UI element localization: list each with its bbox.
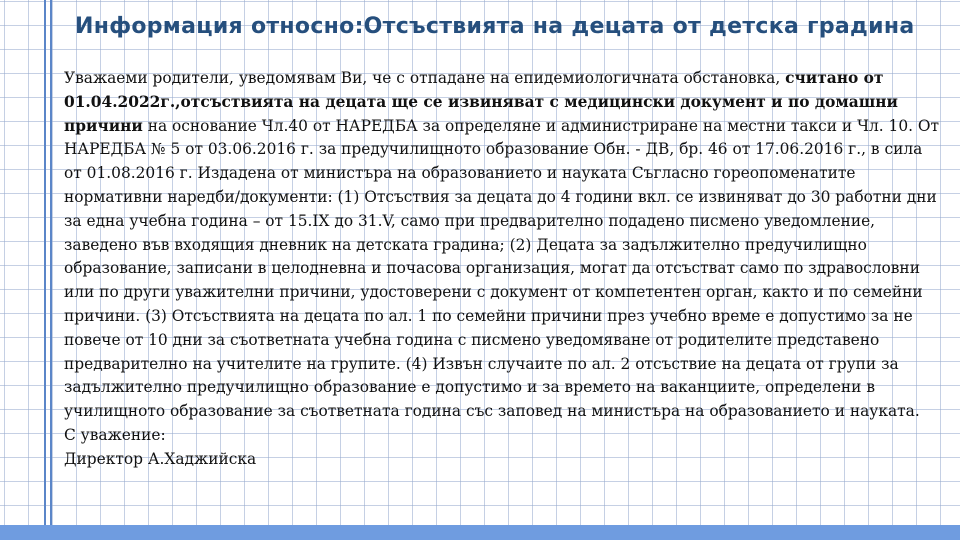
signature-line: Директор А.Хаджийска xyxy=(64,449,257,468)
closing-line: С уважение: xyxy=(64,425,166,444)
margin-line-left xyxy=(44,0,46,525)
main-text: на основание Чл.40 от НАРЕДБА за определяне и администриране на местни такси и Чл. 10. От НАРЕДБА № 5 от 03.06.2016 г. за предучилищното образование Обн. - ДВ, бр. 46 от 17.06.2016 г., в сила от 01.08.2016 г. Издадена от министъра на образованието и науката Съгласно гореопоменатите нормативни наредби/документи: (1) Отсъствия за децата до 4 години вкл. се извиняват до 30 работни дни за една учебна година – от 15.IX до 31.V, само при предварително подадено писмено уведомление, заведено във входящия дневник на детската градина; (2) Децата за задължително предучилищно образование, записани в целодневна и почасова организация, могат да отсъстват само по здравословни или по други уважителни причини, удостоверени с документ от компетентен орган, както и по семейни причини. (3) Отсъствията на децата по ал. 1 по семейни причини през учебно време е допустимо за не повече от 10 дни за съответната учебна година с писмено уведомяване от родителите представено предварително на учителите на групите. (4) Извън случаите по ал. 2 отсъствие на децата от групи за задължително предучилищно образование е допустимо и за времето на ваканциите, определени в училищното образование за съответната година със заповед на министъра на образованието и науката. xyxy=(64,116,940,421)
intro-text: Уважаеми родители, уведомявам Ви, че с отпадане на епидемиологичната обстановка, xyxy=(64,69,786,87)
slide-body xyxy=(64,67,944,472)
bold-phrase: считано от 01.04.2022г.,отсъствията на децата ще се извиняват с медицински документ и по домашни причини xyxy=(64,69,898,135)
slide-title: Информация относно:Отсъствията на децата от детска градина xyxy=(75,14,915,39)
body-paragraph xyxy=(64,67,944,424)
bottom-bar xyxy=(0,525,960,540)
margin-line-right xyxy=(50,0,52,525)
